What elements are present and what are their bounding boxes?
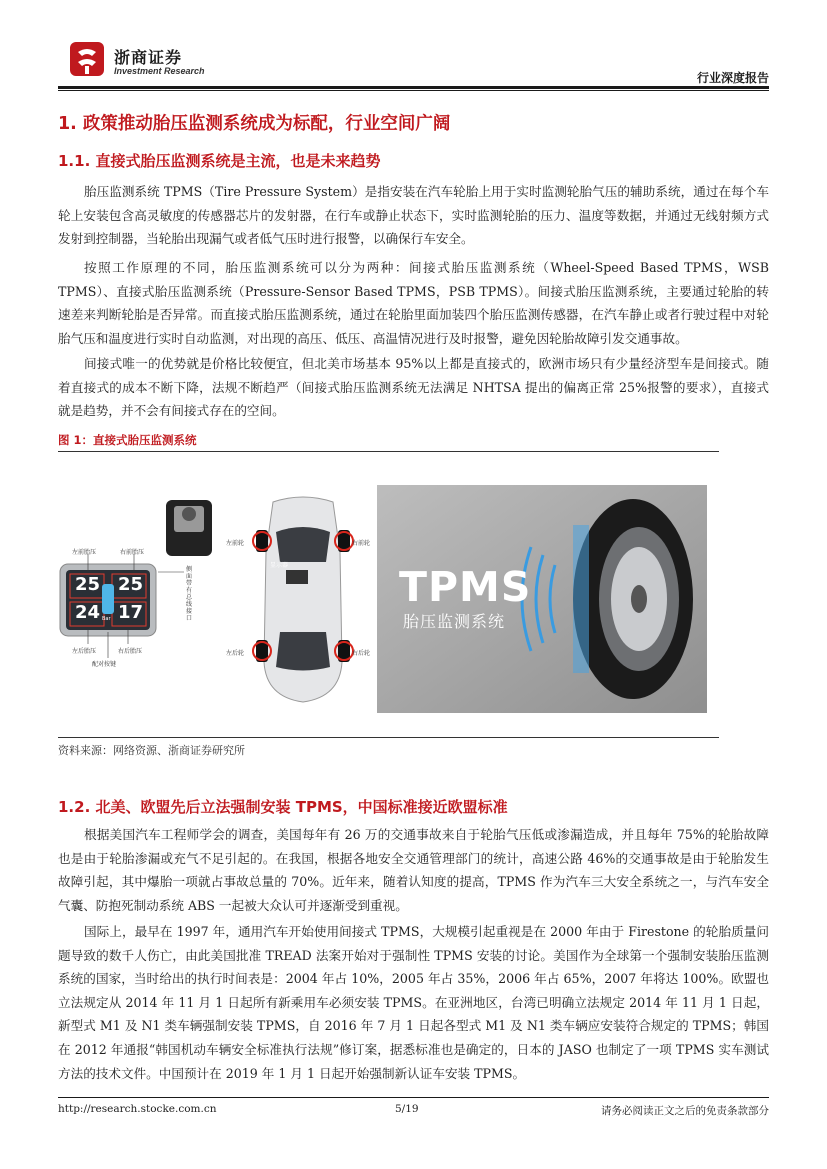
figure-top-rule	[58, 451, 719, 452]
car-front-left-label: 左前轮	[226, 540, 245, 547]
paragraph-1-1-a: 胎压监测系统 TPMS（Tire Pressure System）是指安装在汽车轮胎上用于实时监测轮胎气压的辅助系统，通过在每个车轮上安装包含高灵敏度的传感器芯片的发射器，在行车或静止状态下，实时监测轮胎的压力、温度等数据，并通过无线射频方式发射到控制器，当轮胎出现漏气或者低气压时进行报警，以确保行车安全。	[58, 184, 769, 247]
company-logo-icon	[68, 40, 106, 78]
header-rule-thin	[58, 90, 769, 91]
footer-rule	[58, 1097, 769, 1098]
banner-subtitle: 胎压监测系统	[403, 612, 506, 631]
front-right-pressure-label: 右前胎压	[120, 549, 145, 556]
rear-right-value: 17	[118, 602, 144, 623]
side-port-note: 侧面带有总线接口	[186, 566, 193, 622]
disclaimer-note: 请务必阅读正文之后的免责条款部分	[601, 1105, 769, 1117]
tpms-banner-image	[377, 485, 707, 713]
rear-right-pressure-label: 右后胎压	[118, 648, 143, 655]
logo-chinese-name: 浙商证券	[114, 48, 183, 67]
car-rear-right-label: 右后轮	[352, 650, 371, 657]
report-type-label: 行业深度报告	[696, 71, 769, 85]
header-rule	[58, 86, 769, 89]
section-1-2-title: 1.2. 北美、欧盟先后立法强制安装 TPMS，中国标准接近欧盟标准	[58, 798, 508, 816]
car-rear-left-label: 左后轮	[226, 650, 245, 657]
tpms-device-illustration	[58, 462, 371, 724]
car-display-label: 显示器	[270, 562, 289, 569]
section-1-1-title: 1.1. 直接式胎压监测系统是主流，也是未来趋势	[58, 152, 381, 170]
paragraph-1-1-b: 按照工作原理的不同，胎压监测系统可以分为两种：间接式胎压监测系统（Wheel-Speed Based TPMS，WSB TPMS）、直接式胎压监测系统（Pressure-Sensor Based TPMS，PSB TPMS）。间接式胎压监测系统，主要通过轮胎的转速差来判断轮胎是否异常。而直接式胎压监测系统，通过在轮胎里面加装四个胎压监测传感器，在汽车静止或者行驶过程中对轮胎气压和温度进行实时自动监测，对出现的高压、低压、高温情况进行及时报警，避免因轮胎故障引发交通事故。	[58, 260, 769, 346]
pair-button-label: 配对按键	[92, 661, 117, 668]
front-right-value: 25	[118, 574, 144, 595]
rear-left-value: 24	[75, 602, 101, 623]
logo-english-name: Investment Research	[114, 66, 205, 76]
figure-1-title: 图 1：直接式胎压监测系统	[58, 433, 197, 447]
front-left-value: 25	[75, 574, 101, 595]
paragraph-1-2-b: 国际上，最早在 1997 年，通用汽车开始使用间接式 TPMS，大规模引起重视是在 2000 年由于 Firestone 的轮胎质量问题导致的数千人伤亡，由此美国批准 TREAD 法案开始对于强制性 TPMS 安装的讨论。美国作为全球第一个强制安装胎压监测系统的国家，当时给出的执行时间表是：2004 年占 10%，2005 年占 35%，2006 年占 65%，2007 年将达 100%。欧盟也立法规定从 2014 年 11 月 1 日起所有新乘用车必须安装 TPMS。在亚洲地区，台湾已明确立法规定 2014 年 11 月 1 日起，新型式 M1 及 N1 类车辆强制安装 TPMS，自 2016 年 7 月 1 日起各型式 M1 及 N1 类车辆应安装符合规定的 TPMS；韩国在 2012 年通报“韩国机动车辆安全标准执行法规”修订案，据悉标准也是确定的，日本的 JASO 也制定了一项 TPMS 实车测试方法的技术文件。中国预计在 2019 年 1 月 1 日起开始强制新认证车安装 TPMS。	[58, 924, 769, 1081]
section-1-title: 1. 政策推动胎压监测系统成为标配，行业空间广阔	[58, 114, 451, 134]
paragraph-1-1-c: 间接式唯一的优势就是价格比较便宜，但北美市场基本 95%以上都是直接式的，欧洲市场只有少量经济型车是间接式。随着直接式的成本不断下降，法规不断趋严（间接式胎压监测系统无法满足 NHTSA 提出的偏离正常 25%报警的要求），直接式就是趋势，并不会有间接式存在的空间。	[58, 356, 769, 419]
paragraph-1-2-a: 根据美国汽车工程师学会的调查，美国每年有 26 万的交通事故来自于轮胎气压低或渗漏造成，并且每年 75%的轮胎故障也是由于轮胎渗漏或充气不足引起的。在我国，根据各地安全交通管理部门的统计，高速公路 46%的交通事故是由于轮胎发生故障引起，其中爆胎一项就占事故总量的 70%。近年来，随着认知度的提高，TPMS 作为汽车三大安全系统之一，与汽车安全气囊、防抱死制动系统 ABS 一起被大众认可并逐渐受到重视。	[58, 827, 769, 913]
page-number: 5/19	[395, 1103, 419, 1115]
figure-1-source: 资料来源：网络资源、浙商证券研究所	[58, 744, 245, 757]
banner-tpms-text: TPMS	[399, 563, 532, 611]
footer-url-link[interactable]: http://research.stocke.com.cn	[58, 1103, 217, 1115]
front-left-pressure-label: 左前胎压	[72, 549, 97, 556]
rear-left-pressure-label: 左后胎压	[72, 648, 97, 655]
car-front-right-label: 右前轮	[352, 540, 371, 547]
pressure-unit: Bar	[102, 616, 111, 622]
figure-bottom-rule	[58, 737, 719, 738]
